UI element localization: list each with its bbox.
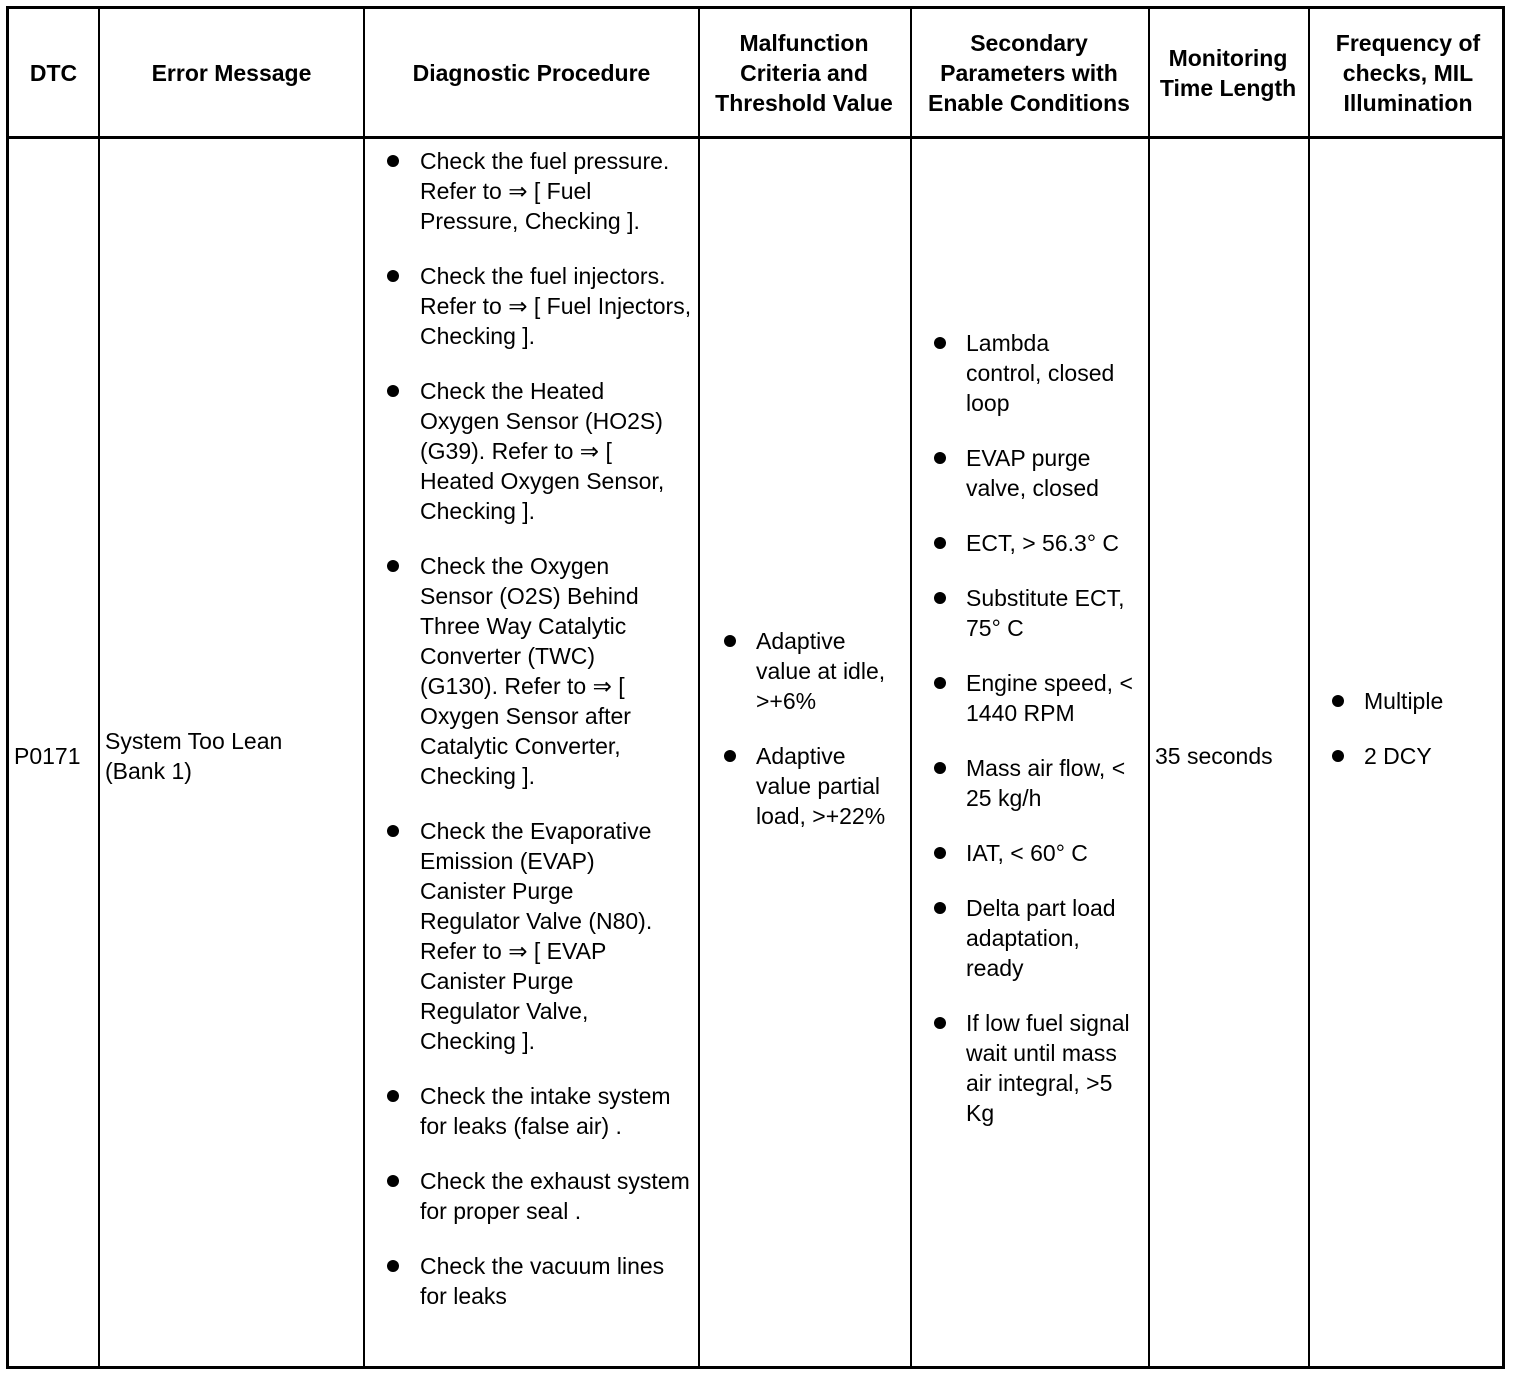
list-item: Multiple bbox=[1332, 686, 1502, 716]
bullet-icon bbox=[387, 155, 399, 167]
bullet-icon bbox=[934, 537, 946, 549]
column-divider bbox=[1308, 6, 1310, 1369]
list-item: Adaptive value at idle, >+6% bbox=[724, 626, 904, 716]
header-malfunction-criteria: Malfunction Criteria and Threshold Value bbox=[715, 29, 893, 116]
bullet-icon bbox=[724, 635, 736, 647]
secondary-parameters-list bbox=[934, 328, 1146, 1128]
bullet-icon bbox=[1332, 695, 1344, 707]
bullet-icon bbox=[934, 677, 946, 689]
list-item: Check the fuel pressure. Refer to ⇒ [ Fuel Pressure, Checking ]. bbox=[387, 146, 695, 236]
header-monitoring-time: Monitoring Time Length bbox=[1159, 44, 1297, 101]
diagnostic-procedure-list bbox=[387, 146, 695, 1311]
column-divider bbox=[363, 6, 365, 1369]
list-item: Delta part load adaptation, ready bbox=[934, 893, 1146, 983]
bullet-icon bbox=[934, 762, 946, 774]
bullet-icon bbox=[387, 385, 399, 397]
bullet-icon bbox=[387, 825, 399, 837]
bullet-icon bbox=[1332, 750, 1344, 762]
bullet-icon bbox=[934, 847, 946, 859]
header-divider bbox=[6, 136, 1505, 139]
column-divider bbox=[910, 6, 912, 1369]
list-item: Check the exhaust system for proper seal . bbox=[387, 1166, 695, 1226]
bullet-icon bbox=[934, 592, 946, 604]
header-secondary-parameters: Secondary Parameters with Enable Conditions bbox=[928, 29, 1130, 116]
frequency-list bbox=[1332, 686, 1502, 771]
header-error-message: Error Message bbox=[151, 59, 312, 86]
bullet-icon bbox=[934, 902, 946, 914]
error-message-line: System Too Lean bbox=[105, 728, 283, 754]
bullet-icon bbox=[387, 1175, 399, 1187]
list-item: Check the intake system for leaks (false air) . bbox=[387, 1081, 695, 1141]
list-item: ECT, > 56.3° C bbox=[934, 528, 1146, 558]
list-item: Check the Heated Oxygen Sensor (HO2S) (G39). Refer to ⇒ [ Heated Oxygen Sensor, Checking ]. bbox=[387, 376, 695, 526]
bullet-icon bbox=[387, 1260, 399, 1272]
header-frequency: Frequency of checks, MIL Illumination bbox=[1335, 29, 1481, 116]
list-item: Check the Evaporative Emission (EVAP) Canister Purge Regulator Valve (N80). Refer to ⇒ [ EVAP Canister Purge Regulator Valve, Checking ]. bbox=[387, 816, 695, 1056]
list-item: Check the fuel injectors. Refer to ⇒ [ Fuel Injectors, Checking ]. bbox=[387, 261, 695, 351]
error-message-line: (Bank 1) bbox=[105, 758, 192, 784]
list-item: If low fuel signal wait until mass air integral, >5 Kg bbox=[934, 1008, 1146, 1128]
malfunction-criteria-list bbox=[724, 626, 904, 831]
bullet-icon bbox=[934, 337, 946, 349]
column-divider bbox=[698, 6, 700, 1369]
list-item: IAT, < 60° C bbox=[934, 838, 1146, 868]
bullet-icon bbox=[387, 560, 399, 572]
header-diagnostic-procedure: Diagnostic Procedure bbox=[412, 59, 651, 86]
error-message bbox=[105, 726, 282, 786]
list-item: Engine speed, < 1440 RPM bbox=[934, 668, 1146, 728]
list-item: Substitute ECT, 75° C bbox=[934, 583, 1146, 643]
monitoring-time: 35 seconds bbox=[1155, 743, 1273, 769]
bullet-icon bbox=[934, 452, 946, 464]
column-divider bbox=[1148, 6, 1150, 1369]
list-item: Check the Oxygen Sensor (O2S) Behind Three Way Catalytic Converter (TWC) (G130). Refer to ⇒ [ Oxygen Sensor after Catalytic Converter, Checking ]. bbox=[387, 551, 695, 791]
bullet-icon bbox=[387, 1090, 399, 1102]
column-divider bbox=[98, 6, 100, 1369]
bullet-icon bbox=[724, 750, 736, 762]
bullet-icon bbox=[387, 270, 399, 282]
list-item: Adaptive value partial load, >+22% bbox=[724, 741, 904, 831]
dtc-code: P0171 bbox=[14, 743, 81, 769]
list-item: 2 DCY bbox=[1332, 741, 1502, 771]
header-dtc: DTC bbox=[29, 59, 78, 86]
list-item: EVAP purge valve, closed bbox=[934, 443, 1146, 503]
list-item: Lambda control, closed loop bbox=[934, 328, 1146, 418]
list-item: Mass air flow, < 25 kg/h bbox=[934, 753, 1146, 813]
list-item: Check the vacuum lines for leaks bbox=[387, 1251, 695, 1311]
bullet-icon bbox=[934, 1017, 946, 1029]
